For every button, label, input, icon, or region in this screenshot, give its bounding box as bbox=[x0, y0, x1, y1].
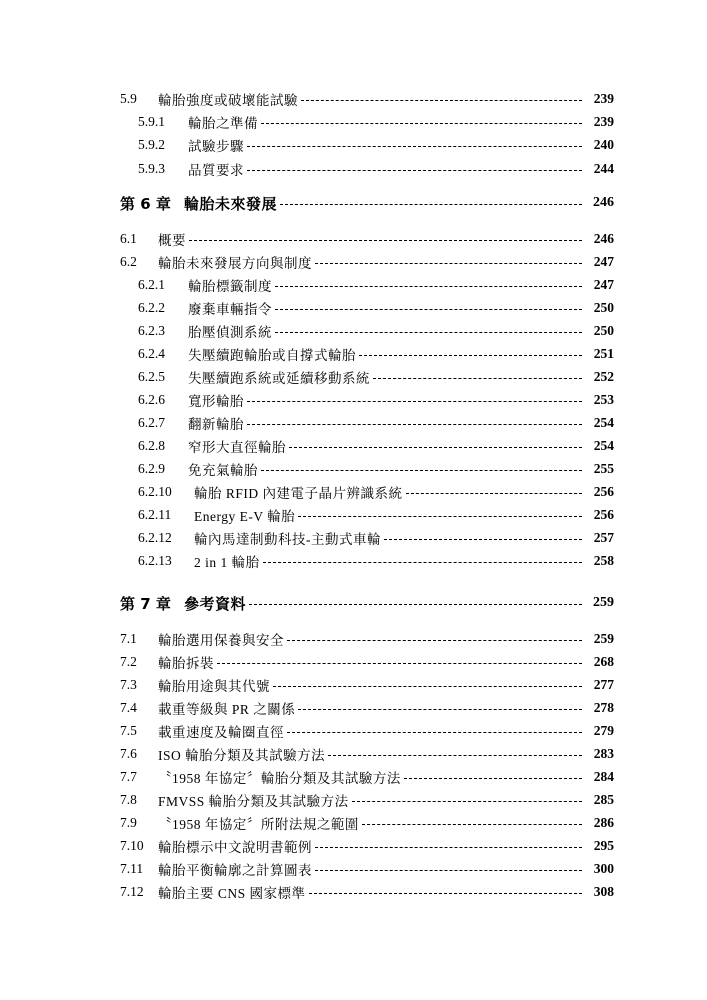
toc-entry-number: 6.2 bbox=[120, 254, 137, 269]
dot-leader bbox=[362, 824, 582, 825]
toc-entry bbox=[138, 527, 614, 549]
toc-entry-page-number: 283 bbox=[593, 746, 614, 761]
toc-entry-title: 胎壓偵測系統 bbox=[188, 325, 272, 340]
toc-entry-title: 輪胎未來發展 bbox=[184, 194, 278, 213]
toc-entry bbox=[120, 651, 614, 673]
toc-entry-title: 失壓續跑系統或延續移動系統 bbox=[188, 371, 370, 386]
dot-leader bbox=[315, 847, 582, 848]
toc-entry bbox=[120, 835, 614, 857]
toc-entry-page-number: 277 bbox=[593, 677, 614, 692]
toc-entry-page-number: 258 bbox=[593, 553, 614, 568]
toc-entry-page-number: 239 bbox=[593, 91, 614, 106]
toc-entry-number: 7.12 bbox=[120, 884, 144, 899]
toc-entry-title: 載重速度及輪圈直徑 bbox=[158, 725, 284, 740]
toc-entry bbox=[138, 481, 614, 503]
toc-entry-page-number: 250 bbox=[593, 323, 614, 338]
dot-leader bbox=[247, 170, 582, 171]
toc-entry-number: 5.9.2 bbox=[138, 137, 165, 152]
toc-entry-number: 7.4 bbox=[120, 700, 137, 715]
dot-leader bbox=[275, 286, 582, 287]
toc-entry-number: 7.2 bbox=[120, 654, 137, 669]
toc-entry-page-number: 259 bbox=[593, 631, 614, 646]
toc-entry-page-number: 256 bbox=[593, 484, 614, 499]
toc-entry bbox=[138, 389, 614, 411]
dot-leader bbox=[352, 801, 582, 802]
toc-entry-title: 輪胎標示中文說明書範例 bbox=[158, 840, 312, 855]
toc-entry-number: 5.9.3 bbox=[138, 161, 165, 176]
toc-entry-title: 概要 bbox=[158, 233, 186, 248]
toc-entry-number: 6.2.7 bbox=[138, 415, 165, 430]
toc-entry-title: 翻新輪胎 bbox=[188, 417, 244, 432]
dot-leader bbox=[280, 204, 582, 205]
dot-leader bbox=[406, 493, 582, 494]
toc-entry-title: 窄形大直徑輪胎 bbox=[188, 440, 286, 455]
toc-entry-page-number: 279 bbox=[593, 723, 614, 738]
toc-entry bbox=[120, 858, 614, 880]
dot-leader bbox=[373, 378, 582, 379]
toc-entry-number: 6.2.12 bbox=[138, 530, 172, 545]
dot-leader bbox=[289, 447, 582, 448]
toc-entry bbox=[120, 881, 614, 903]
toc-entry-title: 輪胎主要 CNS 國家標準 bbox=[158, 886, 306, 901]
dot-leader bbox=[315, 263, 582, 264]
toc-entry-number: 6.2.9 bbox=[138, 461, 165, 476]
toc-entry-page-number: 240 bbox=[593, 137, 614, 152]
toc-entry-number: 7.3 bbox=[120, 677, 137, 692]
toc-entry-page-number: 239 bbox=[593, 114, 614, 129]
toc-entry-title: 輪胎拆裝 bbox=[158, 656, 214, 671]
toc-entry-title: 輪胎未來發展方向與制度 bbox=[158, 256, 312, 271]
toc-entry-title: 失壓續跑輪胎或自撐式輪胎 bbox=[188, 348, 356, 363]
dot-leader bbox=[301, 100, 582, 101]
toc-entry-page-number: 253 bbox=[593, 392, 614, 407]
toc-entry-number: 7.9 bbox=[120, 815, 137, 830]
toc-entry-page-number: 244 bbox=[593, 161, 614, 176]
dot-leader bbox=[217, 663, 582, 664]
toc-entry-page-number: 255 bbox=[593, 461, 614, 476]
toc-entry-number: 7.5 bbox=[120, 723, 137, 738]
toc-entry bbox=[138, 366, 614, 388]
toc-entry-page-number: 286 bbox=[593, 815, 614, 830]
toc-entry-number: 第 7 章 bbox=[120, 594, 171, 613]
toc-entry-title: 輪胎 RFID 內建電子晶片辨識系統 bbox=[194, 486, 403, 501]
dot-leader bbox=[287, 640, 582, 641]
toc-chapter-entry bbox=[120, 592, 614, 614]
toc-entry-title: 〝1958 年協定〞輪胎分類及其試驗方法 bbox=[158, 771, 401, 786]
toc-entry-title: 試驗步驟 bbox=[188, 139, 244, 154]
toc-entry bbox=[138, 111, 614, 133]
toc-entry bbox=[138, 134, 614, 156]
dot-leader bbox=[263, 562, 582, 563]
toc-entry bbox=[138, 435, 614, 457]
dot-leader bbox=[359, 355, 582, 356]
toc-entry-number: 6.2.2 bbox=[138, 300, 165, 315]
toc-entry-title: 廢棄車輛指令 bbox=[188, 302, 272, 317]
toc-entry-page-number: 257 bbox=[593, 530, 614, 545]
toc-entry-number: 6.2.10 bbox=[138, 484, 172, 499]
toc-entry-number: 6.2.13 bbox=[138, 553, 172, 568]
toc-entry-number: 6.1 bbox=[120, 231, 137, 246]
toc-entry-page-number: 254 bbox=[593, 438, 614, 453]
toc-entry-title: 參考資料 bbox=[184, 594, 247, 613]
toc-entry bbox=[120, 812, 614, 834]
toc-entry-page-number: 300 bbox=[593, 861, 614, 876]
toc-entry bbox=[138, 458, 614, 480]
toc-entry-page-number: 285 bbox=[593, 792, 614, 807]
toc-entry bbox=[138, 412, 614, 434]
dot-leader bbox=[315, 870, 582, 871]
toc-entry-title: 輪胎強度或破壞能試驗 bbox=[158, 93, 298, 108]
toc-entry bbox=[138, 343, 614, 365]
toc-entry-number: 7.10 bbox=[120, 838, 144, 853]
toc-entry-title: 輪胎用途與其代號 bbox=[158, 679, 270, 694]
toc-entry-title: 輪內馬達制動科技-主動式車輪 bbox=[194, 532, 381, 547]
toc-entry-number: 6.2.5 bbox=[138, 369, 165, 384]
toc-entry bbox=[138, 297, 614, 319]
toc-entry-number: 5.9 bbox=[120, 91, 137, 106]
toc-entry-page-number: 254 bbox=[593, 415, 614, 430]
toc-entry-number: 6.2.6 bbox=[138, 392, 165, 407]
toc-entry-number: 第 6 章 bbox=[120, 194, 171, 213]
toc-entry-title: Energy E-V 輪胎 bbox=[194, 509, 296, 524]
toc-entry bbox=[120, 697, 614, 719]
toc-entry-page-number: 278 bbox=[593, 700, 614, 715]
toc-entry bbox=[120, 628, 614, 650]
dot-leader bbox=[261, 123, 582, 124]
dot-leader bbox=[189, 240, 582, 241]
toc-entry-title: 輪胎選用保養與安全 bbox=[158, 633, 284, 648]
toc-entry bbox=[120, 674, 614, 696]
toc-entry-number: 5.9.1 bbox=[138, 114, 165, 129]
toc-entry-page-number: 308 bbox=[593, 884, 614, 899]
toc-entry-title: 免充氣輪胎 bbox=[188, 463, 258, 478]
dot-leader bbox=[287, 732, 582, 733]
toc-entry-number: 6.2.11 bbox=[138, 507, 172, 522]
toc-entry-title: 寬形輪胎 bbox=[188, 394, 244, 409]
toc-entry-title: 輪胎之準備 bbox=[188, 116, 258, 131]
toc-entry-page-number: 295 bbox=[593, 838, 614, 853]
dot-leader bbox=[275, 332, 582, 333]
toc-entry bbox=[120, 789, 614, 811]
toc-entry bbox=[138, 504, 614, 526]
toc-entry bbox=[120, 743, 614, 765]
toc-entry-title: 輪胎標籤制度 bbox=[188, 279, 272, 294]
dot-leader bbox=[309, 893, 582, 894]
toc-entry bbox=[138, 550, 614, 572]
toc-entry bbox=[138, 274, 614, 296]
toc-entry bbox=[138, 320, 614, 342]
toc-entry-title: 輪胎平衡輪廓之計算圖表 bbox=[158, 863, 312, 878]
toc-entry-number: 7.6 bbox=[120, 746, 137, 761]
toc-entry-page-number: 256 bbox=[593, 507, 614, 522]
dot-leader bbox=[273, 686, 582, 687]
dot-leader bbox=[298, 709, 582, 710]
dot-leader bbox=[247, 146, 582, 147]
dot-leader bbox=[249, 604, 582, 605]
toc-entry-page-number: 246 bbox=[593, 231, 614, 246]
toc-entry-number: 7.1 bbox=[120, 631, 137, 646]
toc-entry-number: 7.8 bbox=[120, 792, 137, 807]
toc-entry-number: 6.2.3 bbox=[138, 323, 165, 338]
toc-entry bbox=[120, 88, 614, 110]
toc-entry-page-number: 284 bbox=[593, 769, 614, 784]
dot-leader bbox=[298, 516, 582, 517]
toc-entry-page-number: 247 bbox=[593, 254, 614, 269]
toc-entry-title: ISO 輪胎分類及其試驗方法 bbox=[158, 748, 326, 763]
dot-leader bbox=[328, 755, 582, 756]
toc-entry bbox=[120, 766, 614, 788]
toc-entry-number: 6.2.8 bbox=[138, 438, 165, 453]
toc-chapter-entry bbox=[120, 192, 614, 214]
toc-entry-page-number: 268 bbox=[593, 654, 614, 669]
toc-entry bbox=[138, 158, 614, 180]
dot-leader bbox=[384, 539, 582, 540]
dot-leader bbox=[275, 309, 582, 310]
toc-entry-number: 7.11 bbox=[120, 861, 144, 876]
toc-entry-title: 品質要求 bbox=[188, 163, 244, 178]
toc-entry-title: 2 in 1 輪胎 bbox=[194, 555, 260, 570]
toc-entry-title: 載重等級與 PR 之關係 bbox=[158, 702, 296, 717]
toc-entry-number: 7.7 bbox=[120, 769, 137, 784]
toc-entry-number: 6.2.1 bbox=[138, 277, 165, 292]
toc-entry-page-number: 252 bbox=[593, 369, 614, 384]
toc-entry bbox=[120, 720, 614, 742]
dot-leader bbox=[247, 401, 582, 402]
toc-entry-page-number: 259 bbox=[593, 595, 614, 610]
toc-entry-number: 6.2.4 bbox=[138, 346, 165, 361]
dot-leader bbox=[261, 470, 582, 471]
dot-leader bbox=[247, 424, 582, 425]
toc-entry-page-number: 251 bbox=[593, 346, 614, 361]
dot-leader bbox=[404, 778, 582, 779]
toc-entry-title: FMVSS 輪胎分類及其試驗方法 bbox=[158, 794, 349, 809]
toc-entry-page-number: 250 bbox=[593, 300, 614, 315]
toc-entry-page-number: 246 bbox=[593, 195, 614, 210]
toc-entry-title: 〝1958 年協定〞所附法規之範圍 bbox=[158, 817, 359, 832]
toc-entry bbox=[120, 228, 614, 250]
toc-entry bbox=[120, 251, 614, 273]
toc-entry-page-number: 247 bbox=[593, 277, 614, 292]
